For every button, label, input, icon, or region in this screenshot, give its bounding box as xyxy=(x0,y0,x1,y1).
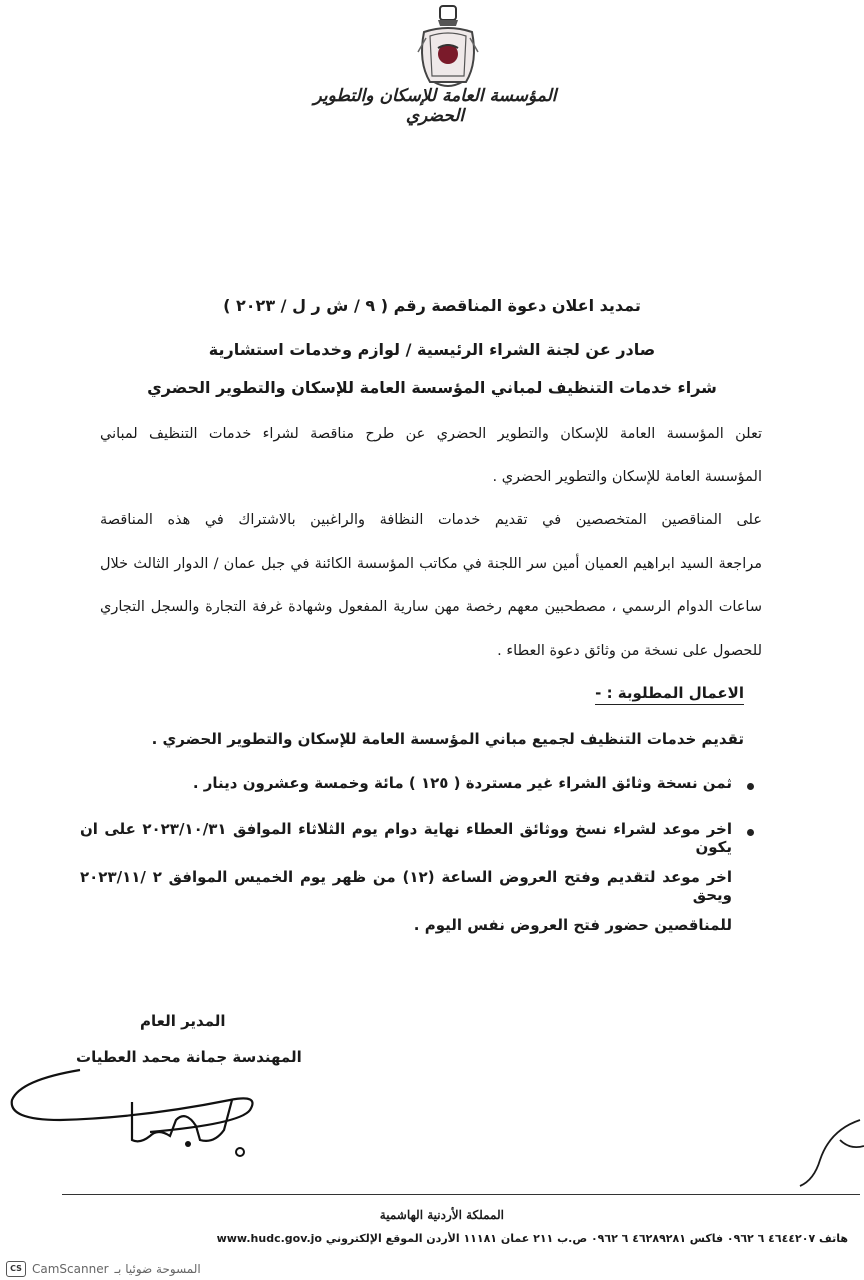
footer-country: المملكة الأردنية الهاشمية xyxy=(379,1208,504,1222)
handwritten-signature-icon xyxy=(0,1040,300,1160)
paragraph-2-line-2: مراجعة السيد ابراهيم العميان أمين سر اللجنة في مكاتب المؤسسة الكائنة في جبل عمان / الدوار الثالث خلال xyxy=(100,556,762,572)
footer-divider xyxy=(62,1194,860,1195)
paragraph-1-line-2: المؤسسة العامة للإسكان والتطوير الحضري . xyxy=(492,469,762,485)
paragraph-2-line-1: على المناقصين المتخصصين في تقديم خدمات النظافة والراغبين بالاشتراك في هذه المناقصة xyxy=(100,512,762,528)
required-works-heading: الاعمال المطلوبة : - xyxy=(595,684,744,705)
stamp-fragment-icon xyxy=(790,1100,864,1190)
issuing-committee: صادر عن لجنة الشراء الرئيسية / لوازم وخدمات استشارية xyxy=(208,340,656,359)
bullet-deadline-line-3: للمناقصين حضور فتح العروض نفس اليوم . xyxy=(413,916,732,934)
watermark-app-name: CamScanner xyxy=(32,1262,109,1276)
signatory-title: المدير العام xyxy=(140,1012,226,1030)
watermark-prefix: المسوحة ضوئيا بـ xyxy=(114,1262,201,1276)
bullet-deadline-line-1: اخر موعد لشراء نسخ ووثائق العطاء نهاية دوام يوم الثلاثاء الموافق ٢٠٢٣/١٠/٣١ على ان يكون xyxy=(80,820,732,856)
paragraph-2-line-3: ساعات الدوام الرسمي ، مصطحبين معهم رخصة مهن سارية المفعول وشهادة غرفة التجارة والسجل التجاري xyxy=(100,599,762,615)
coat-of-arms-emblem xyxy=(410,2,486,90)
camscanner-watermark xyxy=(0,1258,207,1280)
signatory-name: المهندسة جمانة محمد العطيات xyxy=(76,1048,302,1066)
camscanner-logo-icon: CS xyxy=(6,1261,26,1277)
footer-contacts: هاتف ٤٦٤٤٢٠٧ ٦ ٠٩٦٢ فاكس ٤٦٢٨٩٢٨١ ٦ ٠٩٦٢ ص.ب ٢١١ عمان ١١١٨١ الأردن الموقع الإلكتروني www.hudc.gov.jo xyxy=(216,1232,848,1245)
announcement-title: تمديد اعلان دعوة المناقصة رقم ( ٩ / ش ر ل / ٢٠٢٣ ) xyxy=(223,296,641,315)
bullet-icon xyxy=(747,829,754,836)
bullet-icon xyxy=(747,783,754,790)
required-works-item: تقديم خدمات التنظيف لجميع مباني المؤسسة العامة للإسكان والتطوير الحضري . xyxy=(151,730,744,748)
paragraph-2-line-4: للحصول على نسخة من وثائق دعوة العطاء . xyxy=(497,643,762,659)
tender-subject: شراء خدمات التنظيف لمباني المؤسسة العامة للإسكان والتطوير الحضري xyxy=(147,378,717,397)
paragraph-1-line-1: تعلن المؤسسة العامة للإسكان والتطوير الحضري عن طرح مناقصة لشراء خدمات التنظيف لمباني xyxy=(100,426,762,442)
bullet-price-text: ثمن نسخة وثائق الشراء غير مستردة ( ١٢٥ ) مائة وخمسة وعشرون دينار . xyxy=(192,774,732,792)
organization-name: المؤسسة العامة للإسكان والتطوير الحضري xyxy=(313,86,557,126)
bullet-deadline-line-2: اخر موعد لتقديم وفتح العروض الساعة (١٢) من ظهر يوم الخميس الموافق ٢ /٢٠٢٣/١١ ويحق xyxy=(80,868,732,904)
